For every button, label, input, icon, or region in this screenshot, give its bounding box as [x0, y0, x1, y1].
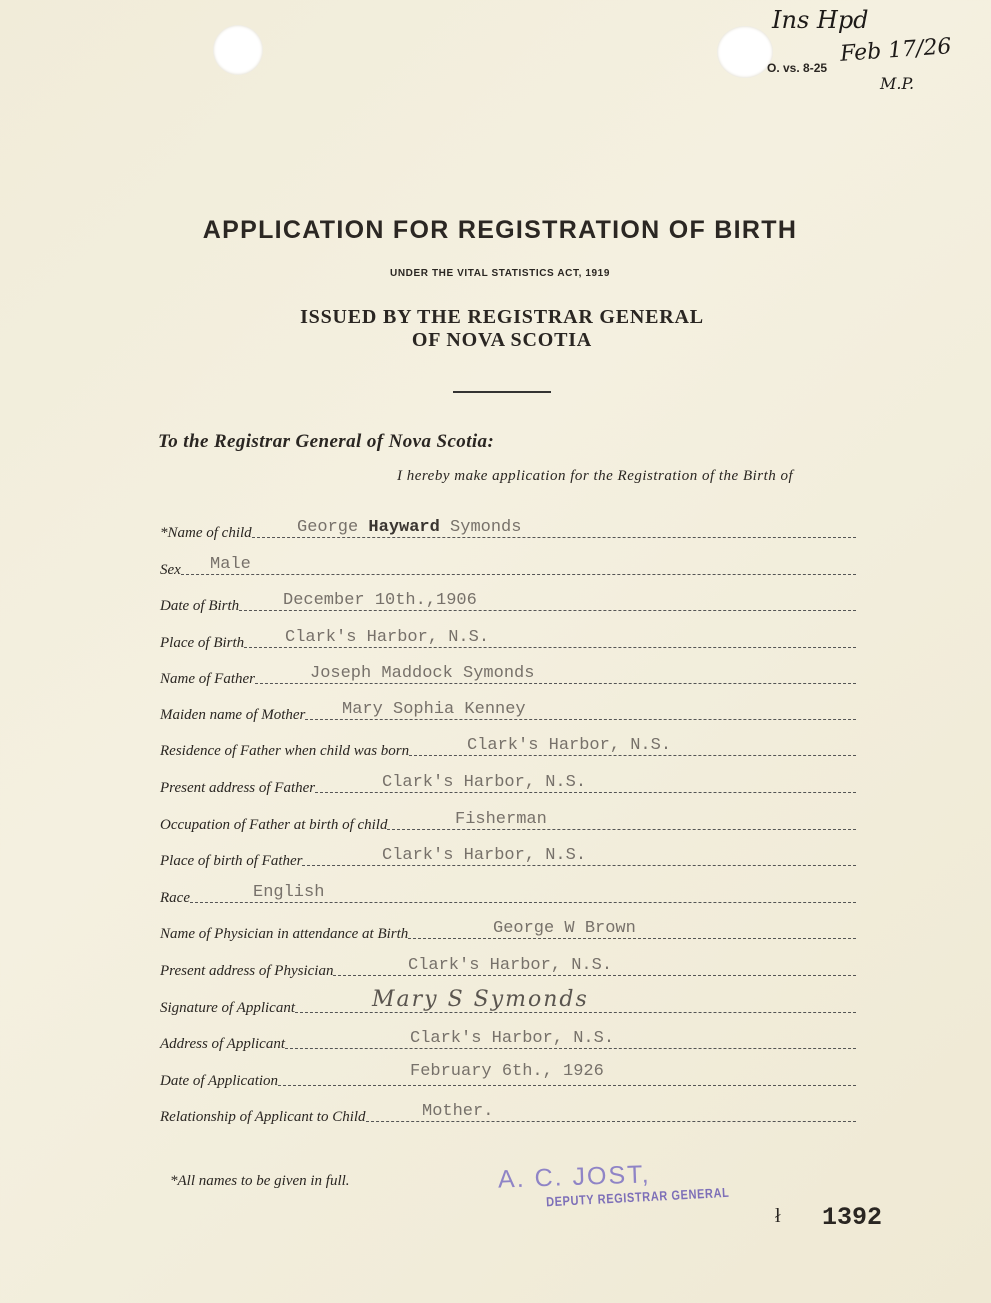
tick-mark: ł: [775, 1205, 781, 1227]
field-label: Place of Birth: [160, 635, 245, 651]
document-title: APPLICATION FOR REGISTRATION OF BIRTH: [202, 216, 798, 244]
issued-by-line1: ISSUED BY THE REGISTRAR GENERAL: [300, 306, 704, 328]
field-maiden-name-of-mother: [160, 702, 856, 724]
field-present-address-of-father: [160, 775, 856, 797]
field-value: February 6th., 1926: [410, 1062, 604, 1081]
handwritten-note-line1: Ins Hpd: [772, 6, 869, 34]
field-physician-name: [160, 921, 856, 943]
field-label: Present address of Father: [160, 780, 316, 796]
field-value: George Hayward Symonds: [297, 518, 522, 537]
punch-hole-right: [717, 26, 773, 78]
document-subtitle: UNDER THE VITAL STATISTICS ACT, 1919: [390, 268, 610, 279]
field-value: Clark's Harbor, N.S.: [467, 736, 672, 755]
issued-by-line2: OF NOVA SCOTIA: [411, 329, 593, 351]
field-label: *Name of child: [160, 525, 252, 541]
field-value: English: [253, 883, 325, 902]
field-residence-of-father: [160, 738, 856, 760]
field-name-of-child: [160, 520, 856, 542]
field-label: Sex: [160, 562, 181, 578]
field-label: Name of Father: [160, 671, 255, 687]
field-value: Fisherman: [455, 810, 547, 829]
field-label: Place of birth of Father: [160, 853, 303, 869]
field-label: Date of Application: [160, 1073, 279, 1089]
field-physician-address: [160, 958, 856, 980]
field-label: Name of Physician in attendance at Birth: [160, 926, 409, 942]
divider: [453, 391, 551, 393]
field-value: Mary Sophia Kenney: [342, 700, 526, 719]
field-address-of-applicant: [160, 1031, 856, 1053]
field-label: Residence of Father when child was born: [160, 743, 410, 759]
intro-text: I hereby make application for the Registration of the Birth of: [397, 468, 794, 484]
footnote: *All names to be given in full.: [170, 1173, 350, 1189]
field-date-of-birth: [160, 593, 856, 615]
field-sex: [160, 557, 856, 579]
salutation: To the Registrar General of Nova Scotia:: [158, 431, 495, 452]
field-value: Clark's Harbor, N.S.: [382, 773, 587, 792]
field-place-of-birth: [160, 630, 856, 652]
field-label: Address of Applicant: [160, 1036, 285, 1052]
handwritten-note-line3: M.P.: [880, 74, 915, 93]
applicant-signature: Mary S Symonds: [372, 987, 589, 1012]
field-label: Race: [160, 890, 190, 906]
field-value: Clark's Harbor, N.S.: [285, 628, 490, 647]
field-label: Present address of Physician: [160, 963, 334, 979]
field-date-of-application: [160, 1062, 856, 1090]
field-value: Clark's Harbor, N.S.: [382, 846, 587, 865]
field-value: Male: [210, 555, 251, 574]
field-label: Relationship of Applicant to Child: [160, 1109, 366, 1125]
field-value: George W Brown: [493, 919, 636, 938]
document-number: 1392: [822, 1203, 883, 1232]
punch-hole-left: [213, 25, 263, 75]
field-value: Joseph Maddock Symonds: [310, 664, 535, 683]
field-signature-of-applicant: [160, 987, 856, 1017]
field-value: December 10th.,1906: [283, 591, 477, 610]
registrar-stamp-name: A. C. JOST,: [497, 1160, 652, 1194]
field-label: Maiden name of Mother: [160, 707, 306, 723]
field-value: Clark's Harbor, N.S.: [410, 1029, 615, 1048]
field-name-of-father: [160, 666, 856, 688]
registrar-stamp-title: DEPUTY REGISTRAR GENERAL: [545, 1186, 730, 1210]
handwritten-note-line2: Feb 17/26: [839, 34, 953, 67]
field-label: Signature of Applicant: [160, 1000, 295, 1016]
form-number: O. vs. 8-25: [767, 61, 828, 75]
field-label: Date of Birth: [160, 598, 240, 614]
field-label: Occupation of Father at birth of child: [160, 817, 388, 833]
field-relationship-to-child: [160, 1104, 856, 1126]
field-race: [160, 885, 856, 907]
field-place-of-birth-of-father: [160, 848, 856, 870]
field-occupation-of-father: [160, 812, 856, 834]
field-value: Mother.: [422, 1102, 494, 1121]
field-value: Clark's Harbor, N.S.: [408, 956, 613, 975]
